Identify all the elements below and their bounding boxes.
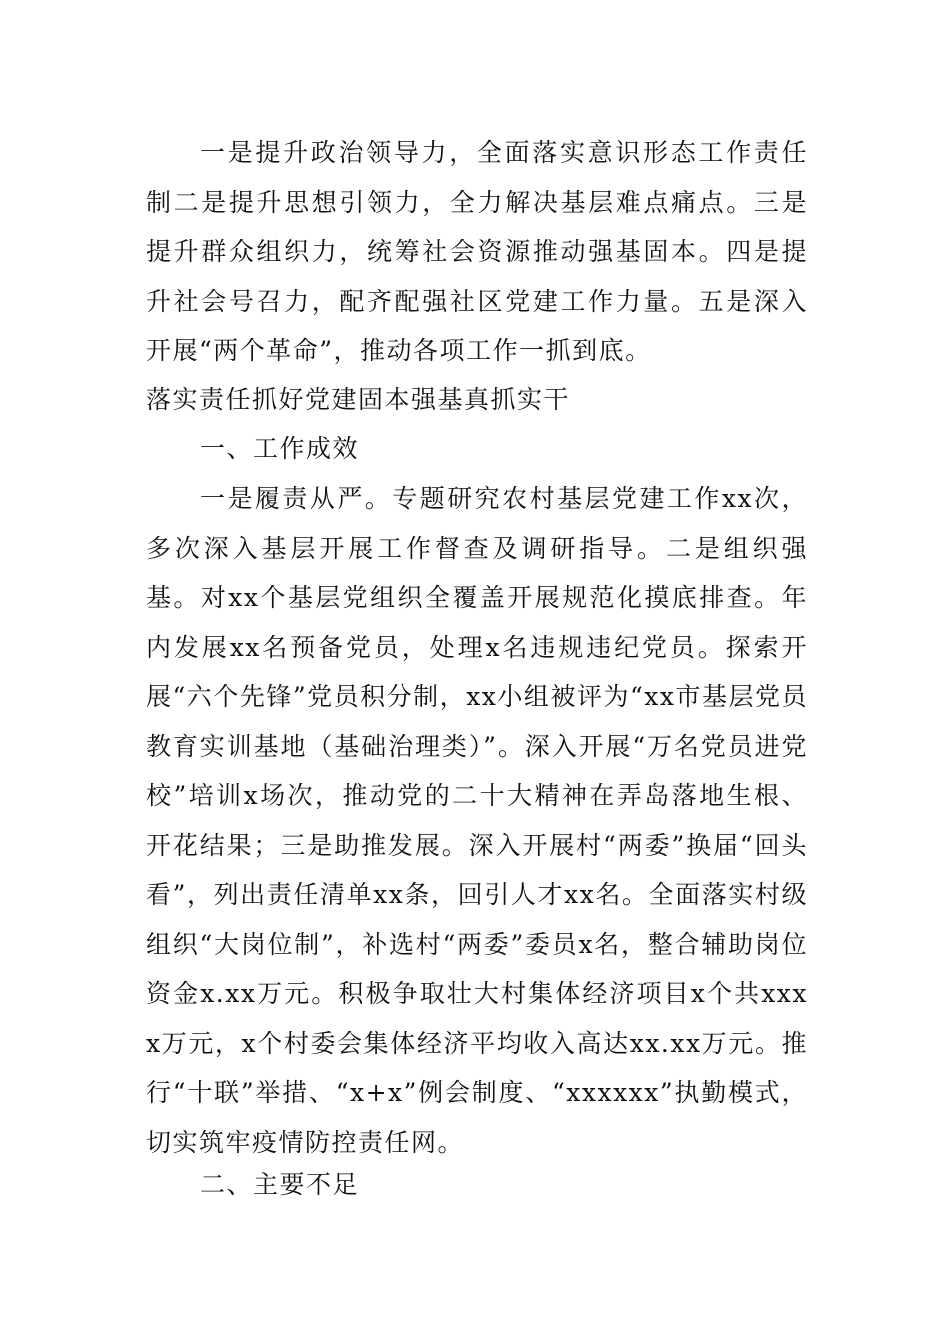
paragraph-improvement-measures: 一是提升政治领导力，全面落实意识形态工作责任制二是提升思想引领力，全力解决基层难点痛点。三是提升群众组织力，统筹社会资源推动强基固本。四是提升社会号召力，配齐配强社区党建工作力量。五是深入开展“两个革命”，推动各项工作一抓到底。 xyxy=(146,138,808,365)
heading-work-results: 一、工作成效 xyxy=(200,434,360,463)
heading-main-shortcomings: 二、主要不足 xyxy=(200,1170,360,1199)
section-title: 落实责任抓好党建固本强基真抓实干 xyxy=(146,385,571,414)
paragraph-work-results: 一是履责从严。专题研究农村基层党建工作xx次，多次深入基层开展工作督查及调研指导。二是组织强基。对xx个基层党组织全覆盖开展规范化摸底排查。年内发展xx名预备党员，处理x名违规违纪党员。探索开展“六个先锋”党员积分制，xx小组被评为“xx市基层党员教育实训基地（基础治理类）”。深入开展“万名党员进党校”培训x场次，推动党的二十大精神在弄岛落地生根、开花结果；三是助推发展。深入开展村“两委”换届“回头看”，列出责任清单xx条，回引人才xx名。全面落实村级组织“大岗位制”，补选村“两委”委员x名，整合辅助岗位资金x.xx万元。积极争取壮大村集体经济项目x个共xxxx万元，x个村委会集体经济平均收入高达xx.xx万元。推行“十联”举措、“x+x”例会制度、“xxxxxx”执勤模式，切实筑牢疫情防控责任网。 xyxy=(146,484,808,1157)
